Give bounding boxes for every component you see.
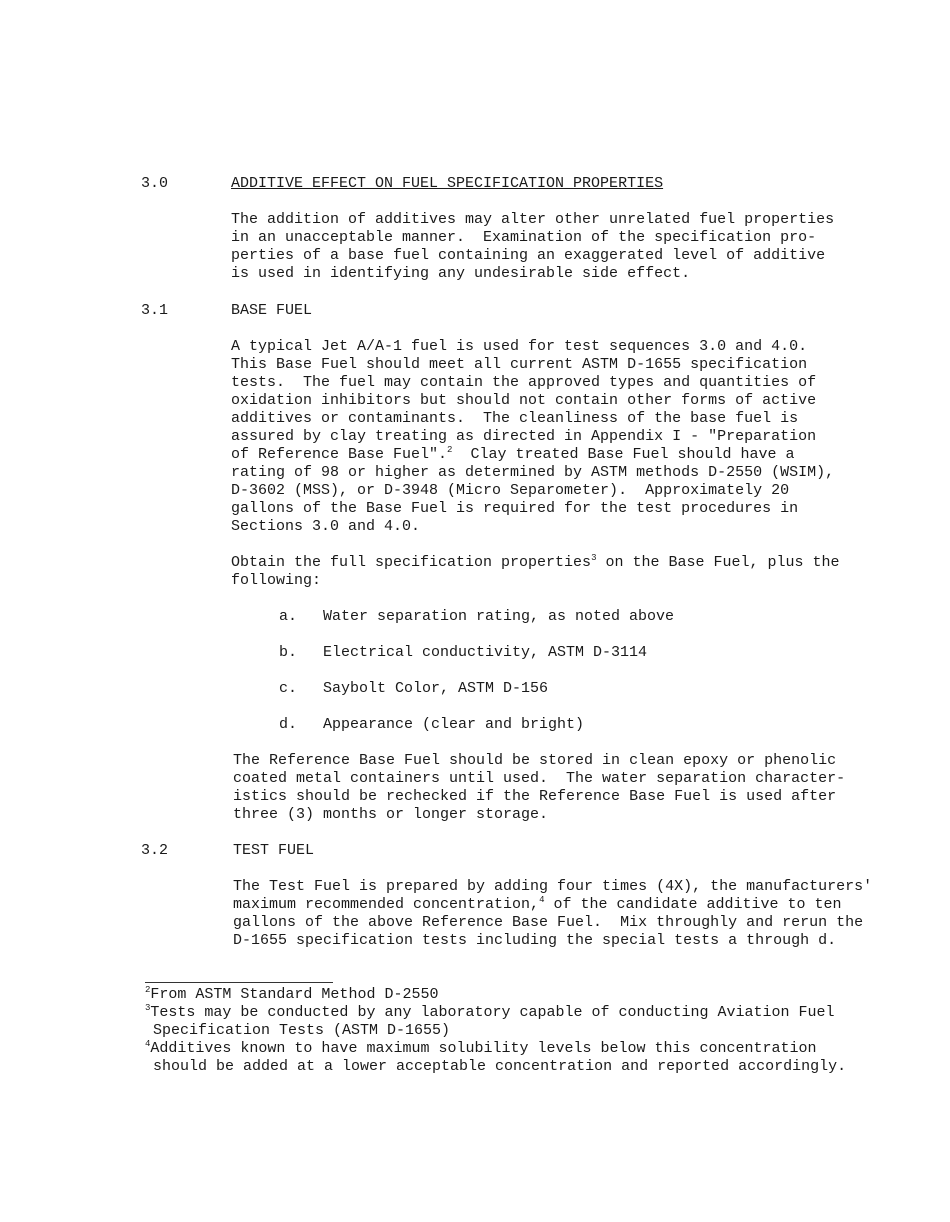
footnote-marker: 4: [145, 1039, 151, 1049]
paragraph-line: The Reference Base Fuel should be stored in clean epoxy or phenolic: [233, 752, 837, 769]
list-item-text: Appearance (clear and bright): [323, 716, 585, 733]
paragraph-line: perties of a base fuel containing an exaggerated level of additive: [231, 247, 826, 264]
section-number: 3.2: [141, 842, 169, 859]
footnote-text: From ASTM Standard Method D-2550: [150, 986, 439, 1003]
footnote: [145, 1040, 846, 1076]
text-run: maximum recommended concentration,: [233, 896, 540, 913]
paragraph-line: gallons of the Base Fuel is required for the test procedures in: [231, 500, 799, 517]
paragraph-line: [231, 446, 795, 464]
text-run: of the candidate additive to ten: [544, 896, 842, 913]
paragraph-line: tests. The fuel may contain the approved types and quantities of: [231, 374, 817, 391]
paragraph-line: istics should be rechecked if the Reference Base Fuel is used after: [233, 788, 837, 805]
list-item-letter: d.: [279, 716, 298, 733]
list-item-text: Saybolt Color, ASTM D-156: [323, 680, 549, 697]
footnote-text: Additives known to have maximum solubility levels below this concentration: [150, 1040, 817, 1057]
footnote: [145, 986, 438, 1004]
footnote-ref: 2: [447, 445, 453, 455]
paragraph-line: A typical Jet A/A-1 fuel is used for test sequences 3.0 and 4.0.: [231, 338, 808, 355]
footnote-marker: 2: [145, 985, 151, 995]
paragraph-line: following:: [231, 572, 322, 589]
footnote-text: should be added at a lower acceptable concentration and reported accordingly.: [153, 1058, 847, 1075]
list-item-letter: b.: [279, 644, 298, 661]
paragraph-line: additives or contaminants. The cleanliness of the base fuel is: [231, 410, 799, 427]
section-title: TEST FUEL: [233, 842, 315, 859]
paragraph-line: gallons of the above Reference Base Fuel. Mix throughly and rerun the: [233, 914, 864, 931]
section-title: ADDITIVE EFFECT ON FUEL SPECIFICATION PROPERTIES: [231, 175, 664, 192]
text-run: on the Base Fuel, plus the: [596, 554, 840, 571]
paragraph-line: in an unacceptable manner. Examination of the specification pro-: [231, 229, 817, 246]
paragraph-line: [231, 554, 840, 572]
footnote-marker: 3: [145, 1003, 151, 1013]
paragraph-line: D-1655 specification tests including the special tests a through d.: [233, 932, 837, 949]
paragraph-line: The Test Fuel is prepared by adding four times (4X), the manufacturers': [233, 878, 873, 895]
footnote-divider: [145, 982, 333, 983]
list-item-text: Water separation rating, as noted above: [323, 608, 675, 625]
section-number: 3.0: [141, 175, 169, 192]
text-run: Clay treated Base Fuel should have a: [452, 446, 795, 463]
footnote-ref: 3: [591, 553, 597, 563]
text-run: of Reference Base Fuel".: [231, 446, 448, 463]
section-title: BASE FUEL: [231, 302, 313, 319]
paragraph-line: is used in identifying any undesirable side effect.: [231, 265, 691, 282]
footnote-text: Specification Tests (ASTM D-1655): [153, 1022, 451, 1039]
text-run: Obtain the full specification properties: [231, 554, 592, 571]
list-item-letter: c.: [279, 680, 298, 697]
list-item-letter: a.: [279, 608, 298, 625]
list-item-text: Electrical conductivity, ASTM D-3114: [323, 644, 648, 661]
paragraph-line: three (3) months or longer storage.: [233, 806, 549, 823]
paragraph-line: [233, 896, 842, 914]
paragraph-line: coated metal containers until used. The water separation character-: [233, 770, 846, 787]
section-number: 3.1: [141, 302, 169, 319]
paragraph-line: rating of 98 or higher as determined by ASTM methods D-2550 (WSIM),: [231, 464, 835, 481]
footnote-ref: 4: [539, 895, 545, 905]
paragraph-line: This Base Fuel should meet all current ASTM D-1655 specification: [231, 356, 808, 373]
paragraph-line: assured by clay treating as directed in Appendix I - "Preparation: [231, 428, 817, 445]
footnote: [145, 1004, 835, 1040]
footnote-text: Tests may be conducted by any laboratory capable of conducting Aviation Fuel: [150, 1004, 835, 1021]
paragraph-line: The addition of additives may alter other unrelated fuel properties: [231, 211, 835, 228]
paragraph-line: D-3602 (MSS), or D-3948 (Micro Separometer). Approximately 20: [231, 482, 790, 499]
paragraph-line: oxidation inhibitors but should not contain other forms of active: [231, 392, 817, 409]
paragraph-line: Sections 3.0 and 4.0.: [231, 518, 421, 535]
